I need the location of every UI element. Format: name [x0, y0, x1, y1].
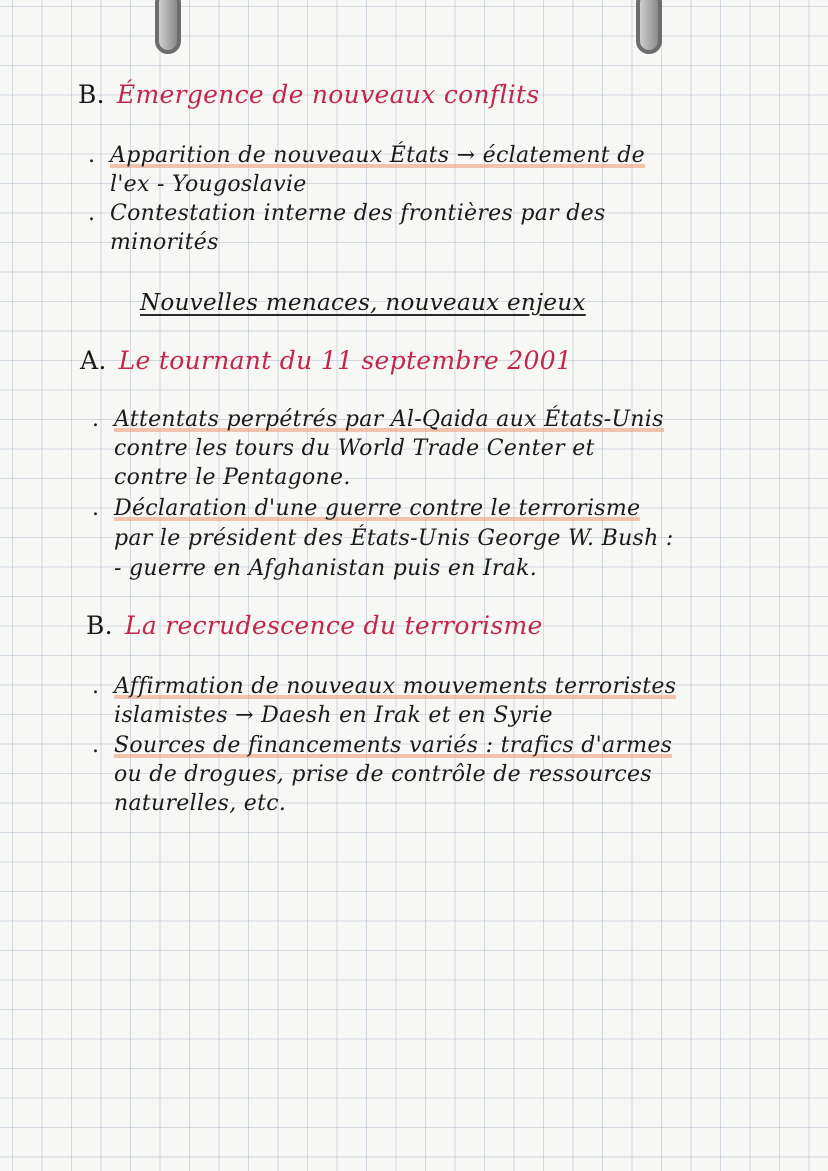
text-line: par le président des États-Unis George W. Bush : [114, 526, 674, 551]
text-line: contre les tours du World Trade Center et [114, 436, 595, 461]
bullet-dot: . [92, 407, 99, 432]
section-letter: B. [86, 611, 113, 640]
bullet-dot: . [92, 496, 99, 521]
text-line: Apparition de nouveaux États → éclatement de [110, 143, 645, 168]
heading-text: Émergence de nouveaux conflits [116, 80, 540, 109]
text-line: naturelles, etc. [114, 791, 287, 816]
bullet-dot: . [88, 143, 95, 168]
text-line: Contestation interne des frontières par des [110, 201, 606, 226]
heading-text: La recrudescence du terrorisme [124, 611, 543, 640]
section-heading-tournant [80, 346, 572, 375]
part-title: Nouvelles menaces, nouveaux enjeux [140, 290, 586, 316]
section-heading-emergence [78, 80, 540, 109]
text-line: Sources de financements variés : trafics d'armes [114, 733, 673, 758]
text-line: - guerre en Afghanistan puis en Irak. [114, 556, 538, 581]
bullet-dot: . [92, 674, 99, 699]
section-letter: A. [80, 346, 107, 375]
text-line: contre le Pentagone. [114, 465, 351, 490]
text-line: ou de drogues, prise de contrôle de ressources [114, 762, 652, 787]
text-line: Attentats perpétrés par Al-Qaida aux États-Unis [114, 407, 664, 432]
text-line: l'ex - Yougoslavie [110, 172, 307, 197]
text-line: minorités [110, 230, 219, 255]
bullet-dot: . [88, 201, 95, 226]
section-letter: B. [78, 80, 105, 109]
text-line: islamistes → Daesh en Irak et en Syrie [114, 703, 553, 728]
text-line: Affirmation de nouveaux mouvements terroristes [114, 674, 677, 699]
binder-ring-left [155, 0, 181, 54]
heading-text: Le tournant du 11 septembre 2001 [118, 346, 573, 375]
bullet-dot: . [92, 733, 99, 758]
text-line: Déclaration d'une guerre contre le terrorisme [114, 496, 641, 521]
section-heading-recrudescence [86, 611, 543, 640]
binder-ring-right [636, 0, 662, 54]
